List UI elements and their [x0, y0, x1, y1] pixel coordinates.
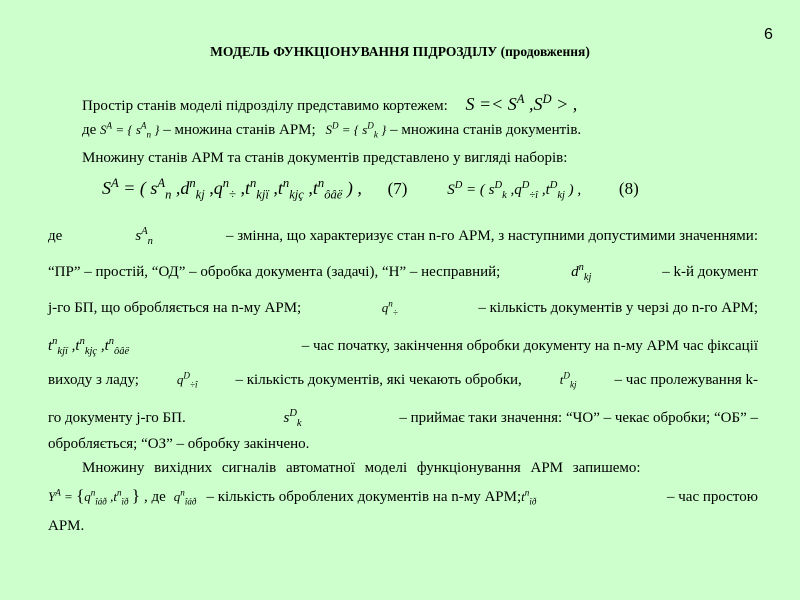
body-line-3: [48, 300, 758, 317]
body-l2-text-b: – k-й документ: [662, 264, 758, 280]
intro-arm-set-text: – множина станів АРМ;: [163, 122, 316, 138]
body-l1-text: – змінна, що характеризує стан n-го АРМ, з наступними допустимими значеннями:: [225, 228, 758, 244]
body-line-8: [82, 460, 758, 477]
body-line-10: АРМ.: [48, 518, 85, 534]
intro-de: де: [82, 122, 97, 138]
d-n-kj-symbol: $d^n_{kj}$: [571, 262, 592, 283]
page-number: 6: [764, 26, 773, 43]
intro-doc-set-text: – множина станів документів.: [390, 122, 582, 138]
body-line-1: [48, 228, 758, 245]
body-line-4: [48, 338, 758, 355]
equation-7: $S^A$ = ( $s^A_n$ $,d^n_{kj}$ $,q^n_\div$ $,t^n_{kjï}$ $,t^n_{kjç}$ $,t^n_{ôâë}$ ) ,: [102, 176, 362, 202]
body-l9-de: , де: [143, 489, 166, 505]
s-a-n-symbol: $s^A_n$: [135, 226, 153, 247]
time-symbols: $t^n_{kjï}$ $,t^n_{kjç}$ $,t^n_{ôâë}$: [48, 336, 130, 357]
body-l8-text: Множину вихідних сигналів автоматної моделі функціонування АРМ запишемо:: [82, 460, 641, 476]
q-n-queue-symbol: $q^n_\div$: [381, 298, 398, 318]
t-idle-symbol: $t^n_{ïð}$: [521, 487, 537, 507]
body-l9-text-b: – кількість оброблених документів на n-му АРМ;: [206, 489, 522, 505]
body-l5-text-c: – час пролежування k-: [614, 372, 758, 388]
intro-line-1: [82, 94, 577, 115]
body-line-5: [48, 372, 758, 389]
body-l1-de: де: [48, 228, 63, 244]
body-l3-text-a: j-го БП, що обробляється на n-му АРМ;: [48, 300, 302, 316]
intro-line-2: [82, 122, 581, 139]
equation-8-number: (8): [618, 179, 639, 198]
tuple-formula: $S =< S^A$ $,S^D$ > ,: [465, 92, 578, 114]
body-line-6: [48, 410, 758, 427]
page-title: МОДЕЛЬ ФУНКЦІОНУВАННЯ ПІДРОЗДІЛУ (продовження): [210, 44, 590, 59]
body-l3-text-b: – кількість документів у черзі до n-го АРМ;: [478, 300, 758, 316]
equation-7-number: (7): [387, 179, 408, 198]
body-line-9: [48, 486, 758, 506]
body-l5-text-a: виходу з ладу;: [48, 372, 139, 388]
body-l6-text-a: го документу j-го БП.: [48, 410, 186, 426]
q-d-waiting-symbol: $q^D_{\div î}$: [176, 370, 198, 390]
equation-8: $S^D$ = ( $s^D_k$ $,q^D_{\div î}$ $,t^D_{kj}$ ) ,: [447, 180, 582, 201]
q-processed-symbol: $q^n_{îáð}$: [173, 487, 197, 507]
body-l6-text-b: – приймає таки значення: “ЧО” – чекає обробки; “ОБ” –: [399, 410, 758, 426]
t-d-kj-symbol: $t^D_{kj}$: [559, 370, 577, 390]
doc-states-set-formula: $S^D$ = { $s^D_k$ }: [325, 120, 387, 140]
output-signals-formula: $Y^A = \{q^n_{îáð}$ $,t^n_{ïð}$ }: [48, 486, 140, 507]
body-l2-text-a: “ПР” – простій, “ОД” – обробка документа (задачі), “Н” – несправний;: [48, 264, 501, 280]
s-d-k-symbol: $s^D_k$: [283, 408, 302, 429]
equations-row: [102, 176, 639, 202]
body-l4-text: – час початку, закінчення обробки документу на n-му АРМ час фіксації: [301, 338, 758, 354]
intro-text-1: Простір станів моделі підрозділу представимо кортежем:: [82, 98, 448, 114]
intro-line-3: Множину станів АРМ та станів документів представлено у вигляді наборів:: [82, 150, 568, 166]
arm-states-set-formula: $S^A$ = { $s^A_n$ }: [100, 120, 160, 140]
body-line-7: обробляється; “ОЗ” – обробку закінчено.: [48, 436, 310, 452]
body-line-2: [48, 264, 758, 281]
body-l5-text-b: – кількість документів, які чекають обробки,: [235, 372, 522, 388]
body-l9-text-c: – час простою: [667, 489, 758, 505]
